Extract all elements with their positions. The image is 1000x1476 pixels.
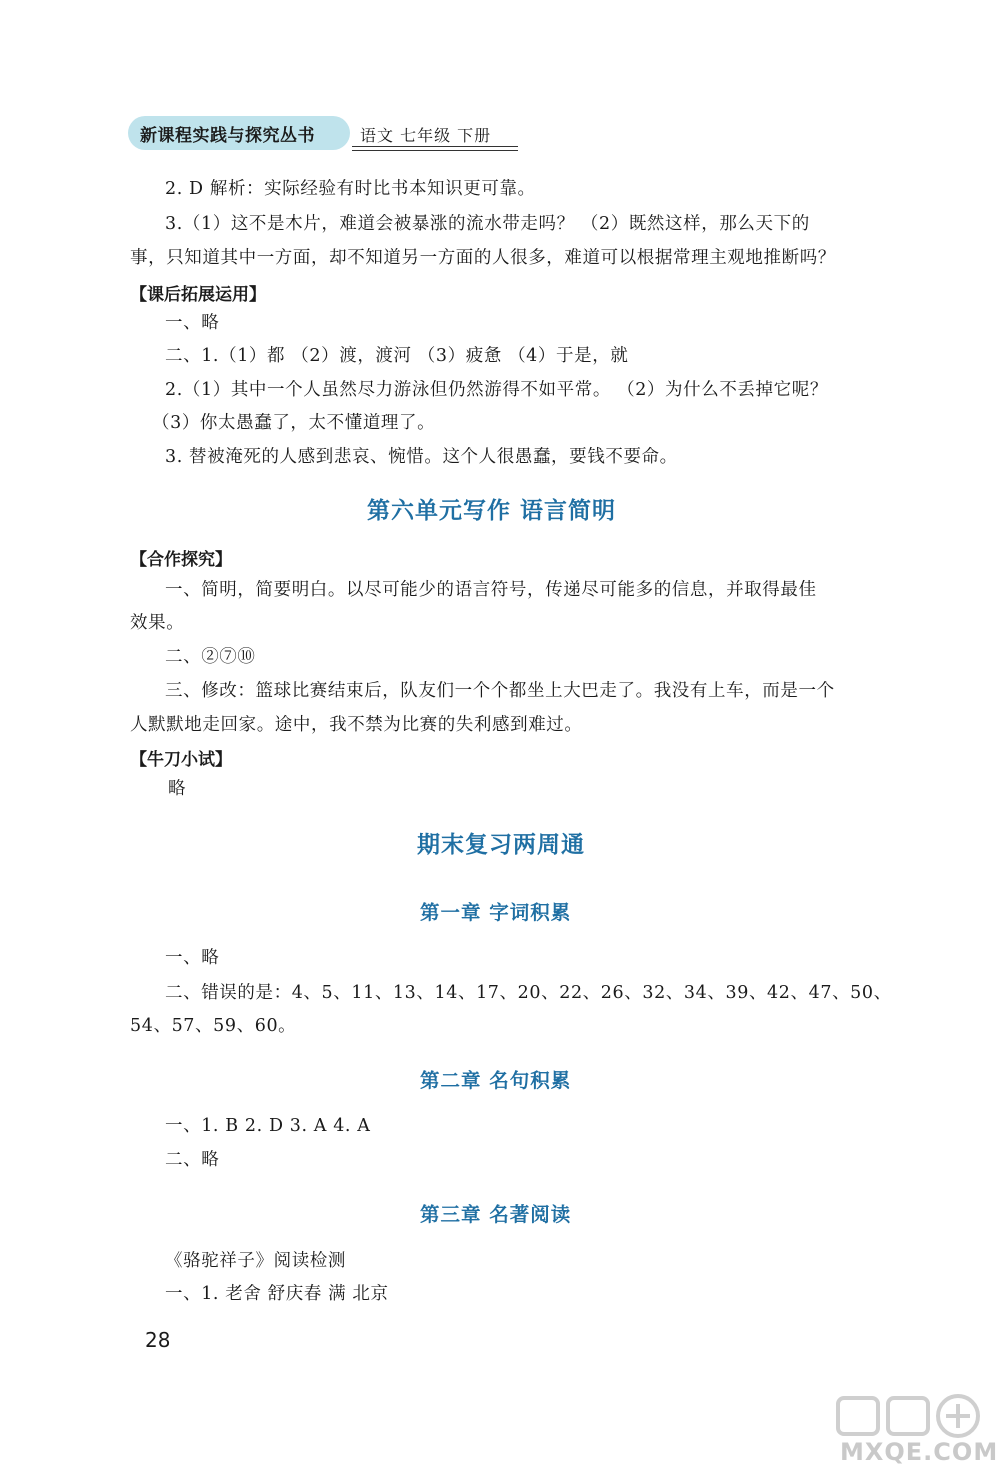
answer-line: 一、1. B 2. D 3. A 4. A — [165, 1116, 371, 1136]
answer-line: 《骆驼祥子》阅读检测 — [165, 1251, 346, 1271]
section-label: 【合作探究】 — [130, 550, 232, 570]
answer-line: 54、57、59、60。 — [130, 1016, 297, 1036]
answer-line: 3.（1）这不是木片，难道会被暴涨的流水带走吗？ （2）既然这样，那么天下的 — [165, 214, 810, 234]
review-heading: 期末复习两周通 — [417, 832, 585, 858]
answer-line: 2. D 解析：实际经验有时比书本知识更可靠。 — [165, 179, 536, 199]
answer-line: 事，只知道其中一方面，却不知道另一方面的人很多，难道可以根据常理主观地推断吗？ — [130, 248, 836, 268]
answer-line: 3. 替被淹死的人感到悲哀、惋惜。这个人很愚蠢，要钱不要命。 — [165, 447, 678, 467]
answer-line: 人默默地走回家。途中，我不禁为比赛的失利感到难过。 — [130, 715, 583, 735]
watermark-logo — [818, 1394, 999, 1474]
answer-line: 效果。 — [130, 613, 185, 633]
answer-line: 二、②⑦⑩ — [165, 647, 256, 667]
answer-line: 一、1. 老舍 舒庆春 满 北京 — [165, 1284, 389, 1304]
subject-underline — [352, 146, 518, 147]
unit-heading: 第六单元写作 语言简明 — [367, 498, 617, 524]
answer-line: 一、简明，简要明白。以尽可能少的语言符号，传递尽可能多的信息，并取得最佳 — [165, 580, 817, 600]
answer-line: 二、1.（1）都 （2）渡，渡河 （3）疲惫 （4）于是，就 — [165, 346, 629, 366]
chapter-heading: 第一章 字词积累 — [420, 901, 572, 924]
seal-icon — [836, 1394, 986, 1438]
answer-line: 三、修改：篮球比赛结束后，队友们一个个都坐上大巴走了。我没有上车，而是一个 — [165, 681, 835, 701]
page-number: 28 — [145, 1328, 171, 1352]
answer-line: 略 — [168, 779, 187, 799]
subject-underline — [352, 150, 518, 151]
section-label: 【牛刀小试】 — [130, 750, 232, 770]
chapter-heading: 第二章 名句积累 — [420, 1069, 572, 1092]
subject-label: 语文 七年级 下册 — [360, 126, 492, 145]
answer-line: 一、略 — [165, 313, 220, 333]
answer-line: （3）你太愚蠢了，太不懂道理了。 — [152, 413, 436, 433]
answer-line: 二、略 — [165, 1150, 220, 1170]
watermark-text: MXQE.COM — [840, 1438, 999, 1466]
answer-line: 2.（1）其中一个人虽然尽力游泳但仍然游得不如平常。 （2）为什么不丢掉它呢？ — [165, 380, 828, 400]
section-label: 【课后拓展运用】 — [130, 285, 266, 305]
answer-line: 二、错误的是：4、5、11、13、14、17、20、22、26、32、34、39、42、47、50、 — [165, 983, 892, 1003]
chapter-heading: 第三章 名著阅读 — [420, 1203, 572, 1226]
answer-line: 一、略 — [165, 948, 220, 968]
series-title: 新课程实践与探究丛书 — [140, 126, 315, 146]
